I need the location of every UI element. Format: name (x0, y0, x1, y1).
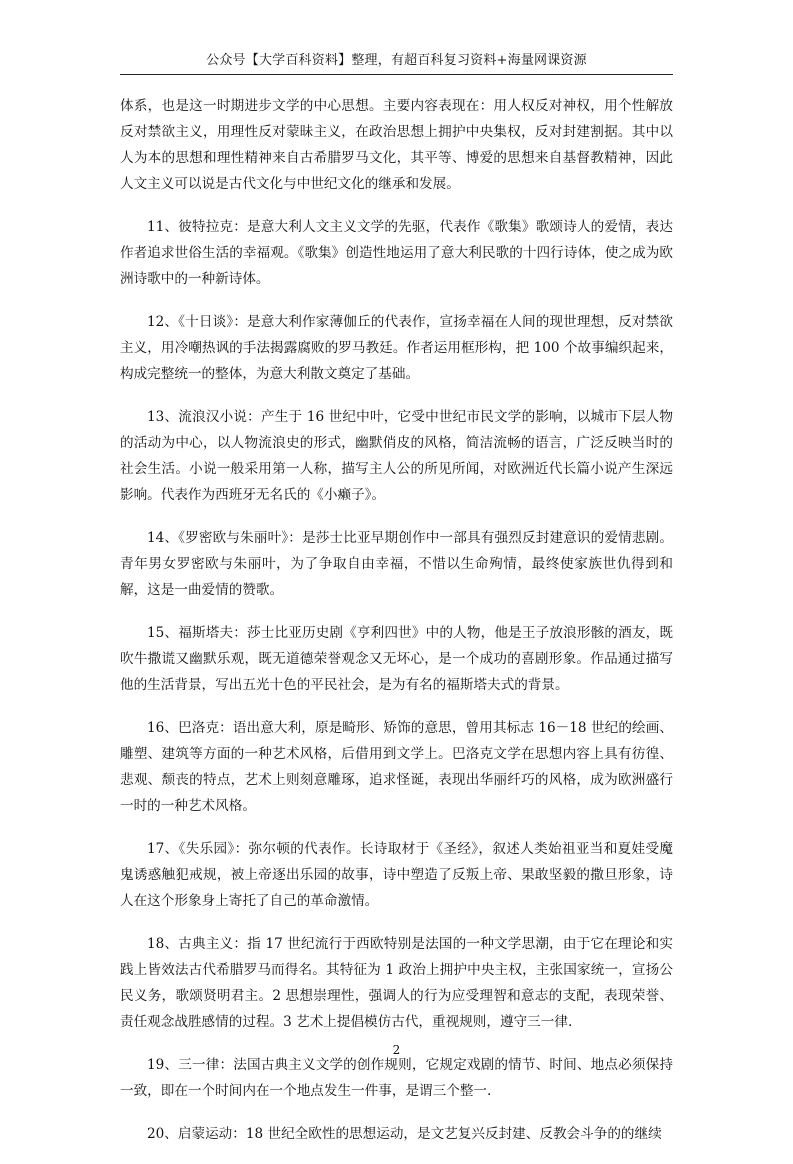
document-body (120, 93, 673, 1164)
page-header: 公众号【大学百科资料】整理，有超百科复习资料+海量网课资源 (206, 53, 587, 68)
page-number: 2 (392, 1043, 401, 1057)
paragraph-item-19: 19、三一律：法国古典主义文学的创作规则，它规定戏剧的情节、时间、地点必须保持一致，即在一个时间内在一个地点发生一件事，是谓三个整一. (120, 1057, 673, 1099)
paragraph-continuation: 体系，也是这一时期进步文学的中心思想。主要内容表现在：用人权反对神权，用个性解放反对禁欲主义，用理性反对蒙昧主义，在政治思想上拥护中央集权，反对封建割据。其中以人为本的思想和理性精神来自古希腊罗马文化，其平等、博爱的思想来自基督教精神，因此人文主义可以说是古代文化与中世纪文化的继承和发展。 (120, 98, 673, 192)
paragraph-item-14: 14、《罗密欧与朱丽叶》：是莎士比亚早期创作中一部具有强烈反封建意识的爱情悲剧。青年男女罗密欧与朱丽叶，为了争取自由幸福，不惜以生命殉情，最终使家族世仇得到和解，这是一曲爱情的赞歌。 (120, 530, 673, 598)
paragraph-item-12: 12、《十日谈》：是意大利作家薄伽丘的代表作，宣扬幸福在人间的现世理想，反对禁欲主义，用冷嘲热讽的手法揭露腐败的罗马教廷。作者运用框形构，把 100 个故事编织起来，构成完整统一的整体，为意大利散文奠定了基础。 (120, 314, 673, 382)
paragraph-item-18: 18、古典主义：指 17 世纪流行于西欧特别是法国的一种文学思潮，由于它在理论和实践上皆效法古代希腊罗马而得名。其特征为 1 政治上拥护中央主权，主张国家统一，宣扬公民义务，歌颂贤明君主。2 思想崇理性，强调人的行为应受理智和意志的支配，表现荣誉、责任观念战胜感情的过程。3 艺术上提倡模仿古代，重视规则，遵守三一律. (120, 936, 673, 1030)
paragraph-item-16: 16、巴洛克：语出意大利，原是畸形、矫饰的意思，曾用其标志 16－18 世纪的绘画、雕塑、建筑等方面的一种艺术风格，后借用到文学上。巴洛克文学在思想内容上具有彷徨、悲观、颓丧的特点，艺术上则刻意雕琢，追求怪诞，表现出华丽纤巧的风格，成为欧洲盛行一时的一种艺术风格。 (120, 720, 673, 814)
paragraph-item-13: 13、流浪汉小说：产生于 16 世纪中叶，它受中世纪市民文学的影响，以城市下层人物的活动为中心，以人物流浪史的形式，幽默俏皮的风格，简洁流畅的语言，广泛反映当时的社会生活。小说一般采用第一人称，描写主人公的所见所闻，对欧洲近代长篇小说产生深远影响。代表作为西班牙无名氏的《小癞子》。 (120, 409, 673, 503)
paragraph-item-20: 20、启蒙运动：18 世纪全欧性的思想运动，是文艺复兴反封建、反教会斗争的的继续 (147, 1126, 662, 1142)
paragraph-item-11: 11、彼特拉克：是意大利人文主义文学的先驱，代表作《歌集》歌颂诗人的爱情，表达作者追求世俗生活的幸福观。《歌集》创造性地运用了意大利民歌的十四行诗体，使之成为欧洲诗歌中的一种新诗体。 (120, 219, 673, 287)
header-divider (120, 74, 673, 75)
paragraph-item-15: 15、福斯塔夫：莎士比亚历史剧《亨利四世》中的人物，他是王子放浪形骸的酒友，既吹牛撒谎又幽默乐观，既无道德荣誉观念又无坏心，是一个成功的喜剧形象。作品通过描写他的生活背景，写出五光十色的平民社会，是为有名的福斯塔夫式的背景。 (120, 625, 673, 693)
paragraph-item-17: 17、《失乐园》：弥尔顿的代表作。长诗取材于《圣经》，叙述人类始祖亚当和夏娃受魔鬼诱惑触犯戒规，被上帝逐出乐园的故事，诗中塑造了反叛上帝、果敢坚毅的撒旦形象，诗人在这个形象身上寄托了自己的革命激情。 (120, 841, 673, 909)
